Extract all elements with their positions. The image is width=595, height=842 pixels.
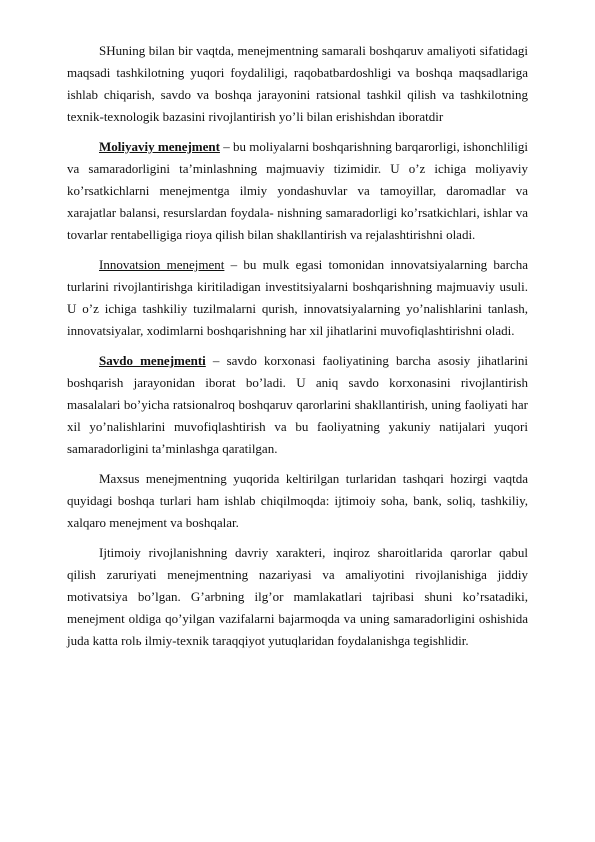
term-financial-management: Moliyaviy menejment [99,139,220,154]
paragraph-text: SHuning bilan bir vaqtda, menejmentning samarali boshqaruv amaliyoti sifatidagi maqsadi tashkilotning yuqori foydaliligi, raqobatbardoshligi va boshqa maqsadlariga ishlab chiqarish, savdo va boshqa jarayonini ratsional tashkil qilish va tashkilotning texnik-texnologik bazasini rivojlantirish yo’li bilan erishishdan iboratdir [67,43,528,124]
paragraph-trade-management [67,350,528,460]
paragraph-social-development [67,542,528,652]
paragraph-text: – bu moliyalarni boshqarishning barqarorligi, ishonchliligi va samaradorligini ta’minlashning majmuaviy tizimidir. U o’z ichiga moliyaviy ko’rsatkichlarni menejmentga ilmiy yondashuvlar va tamoyillar, daromadlar va xarajatlar balansi, resurslardan foydala- nishning samaradorligi ko’rsatkichlari, ishlar va tovarlar rentabelligiga rioya qilish bilan shakllantirish va rejalashtirishni oladi. [67,139,528,242]
paragraph-text: Maxsus menejmentning yuqorida keltirilgan turlaridan tashqari hozirgi vaqtda quyidagi boshqa turlari ham ishlab chiqilmoqda: ijtimoiy soha, bank, soliq, tashkiliy, xalqaro menejment va boshqalar. [67,471,528,530]
paragraph-financial-management [67,136,528,246]
paragraph-innovation-management [67,254,528,342]
term-innovation-management: Innovatsion menejment [99,257,225,272]
paragraph-text: – bu mulk egasi tomonidan innovatsiyalarning barcha turlarini rivojlantirishga kiritiladigan investitsiyalarni boshqarishning majmuaviy usuli. U o’z ichiga tashkiliy tuzilmalarni qurish, innovatsiyalarning yo’nalishlarini tanlash, innovatsiyalar, xodimlarni boshqarishning har xil jihatlarini muvofiqlashtirishni oladi. [67,257,529,338]
paragraph-intro [67,40,528,128]
paragraph-other-types [67,468,528,534]
term-trade-management: Savdo menejmenti [99,353,206,368]
document-page [67,40,528,660]
paragraph-text: Ijtimoiy rivojlanishning davriy xarakteri, inqiroz sharoitlarida qarorlar qabul qilish zaruriyati menejmentning nazariyasi va amaliyotini rivojlanishiga jiddiy motivatsiya bo’lgan. G’arbning ilg’or mamlakatlari tajribasi shuni ko’rsatadiki, menejment oldiga qo’yilgan vazifalarni bajarmoqda va uning samaradorligini oshishida juda katta rolь ilmiy-texnik taraqqiyot yutuqlaridan foydalanishga tegishlidir. [67,545,528,648]
paragraph-text: – savdo korxonasi faoliyatining barcha asosiy jihatlarini boshqarish jarayonidan iborat bo’ladi. U aniq savdo korxonasini rivojlantirish masalalari bo’yicha ratsionalroq boshqaruv qarorlarini shakllantirish, uning faoliyati har xil yo’nalishlarini muvofiqlashtirish va bu faoliyatning yakuniy natijalari yuqori samaradorligini ta’minlashga qaratilgan. [67,353,528,456]
